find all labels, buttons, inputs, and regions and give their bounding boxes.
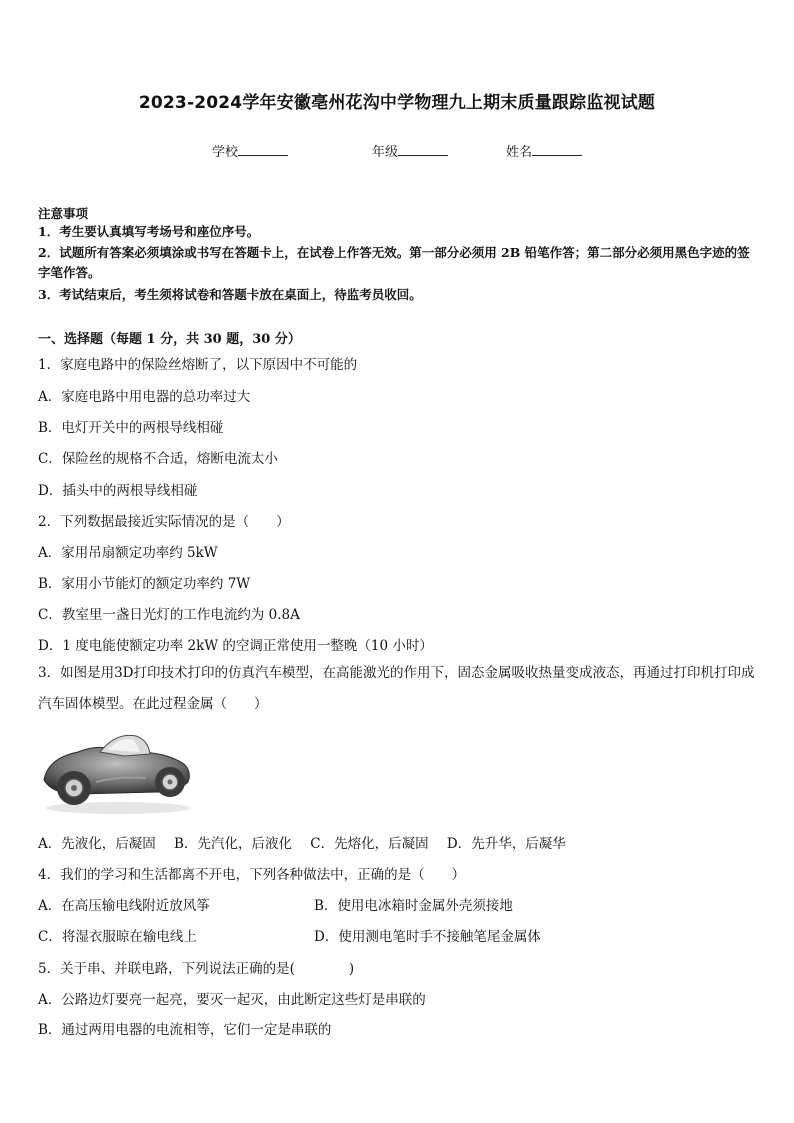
school-field (212, 141, 288, 160)
option: A．先液化，后凝固 (38, 836, 156, 852)
option: B．电灯开关中的两根导线相碰 (38, 420, 224, 436)
option: D．1 度电能使额定功率 2kW 的空调正常使用一整晚（10 小时） (38, 638, 433, 654)
exam-title: 2023-2024学年安徽亳州花沟中学物理九上期末质量跟踪监视试题 (138, 93, 656, 113)
option: D．插头中的两根导线相碰 (38, 483, 198, 499)
question-stem: 5．关于串、并联电路，下列说法正确的是( ) (38, 961, 355, 977)
section-title: 一、选择题（每题 1 分，共 30 题，30 分） (38, 332, 301, 347)
option: C．保险丝的规格不合适，熔断电流太小 (38, 451, 278, 467)
option: C．先熔化，后凝固 (310, 836, 429, 852)
name-label: 姓名 (506, 145, 533, 160)
option: A．家庭电路中用电器的总功率过大 (38, 389, 251, 405)
option: A．家用吊扇额定功率约 5kW (38, 545, 218, 561)
option: A．公路边灯要亮一起亮，要灭一起灭，由此断定这些灯是串联的 (38, 992, 426, 1008)
option: C．将湿衣服晾在输电线上 (38, 929, 197, 945)
option: B．使用电冰箱时金属外壳须接地 (314, 898, 513, 914)
question-stem: 3．如图是用3D打印技术打印的仿真汽车模型，在高能激光的作用下，固态金属吸收热量变成液态，再通过打印机打印成汽车固体模型。在此过程金属（ ） (38, 665, 755, 712)
option: B．通过两用电器的电流相等，它们一定是串联的 (38, 1022, 332, 1038)
note-item: 1．考生要认真填写考场号和座位序号。 (38, 224, 260, 239)
note-item: 2．试题所有答案必须填涂或书写在答题卡上，在试卷上作答无效。第一部分必须用 2B 铅笔作答；第二部分必须用黑色字迹的签字笔作答。 (38, 245, 750, 280)
option-row (38, 832, 580, 852)
option: B．家用小节能灯的额定功率约 7W (38, 576, 251, 592)
notes-heading: 注意事项 (38, 206, 89, 221)
option: A．在高压输电线附近放风筝 (38, 898, 210, 914)
grade-field (372, 141, 448, 160)
question-stem: 2．下列数据最接近实际情况的是（ ） (38, 514, 290, 530)
name-field (506, 141, 582, 160)
grade-label: 年级 (372, 145, 399, 160)
question-stem: 1．家庭电路中的保险丝熔断了，以下原因中不可能的 (38, 357, 358, 373)
question-stem: 4．我们的学习和生活都离不开电，下列各种做法中，正确的是（ ） (38, 867, 466, 883)
option: D．先升华，后凝华 (446, 836, 566, 852)
car-model-image (38, 722, 194, 816)
school-blank (238, 143, 288, 156)
note-item: 3．考试结束后，考生须将试卷和答题卡放在桌面上，待监考员收回。 (38, 287, 422, 302)
grade-blank (398, 143, 448, 156)
name-blank (532, 143, 582, 156)
option: D．使用测电笔时手不接触笔尾金属体 (314, 929, 541, 945)
option: B．先汽化，后液化 (174, 836, 292, 852)
option: C．教室里一盏日光灯的工作电流约为 0.8A (38, 607, 300, 623)
school-label: 学校 (212, 145, 239, 160)
